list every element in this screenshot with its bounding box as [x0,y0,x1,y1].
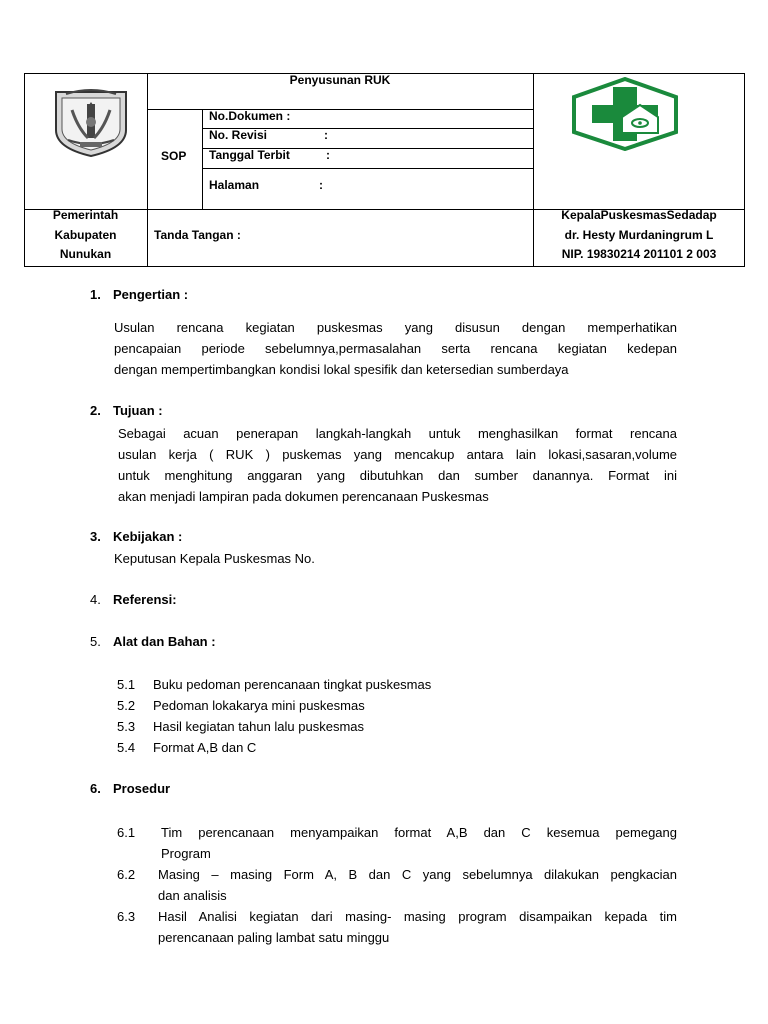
paragraph-line: dengan mempertimbangkan kondisi lokal spesifik dan ketersedian sumberdaya [114,362,569,377]
procedure-number: 6.2 [117,867,136,882]
paragraph-line: untuk menghitung anggaran yang dibutuhkan dan sumber danannya. Format ini [118,468,677,483]
list-item: 5.4 Format A,B dan C [117,740,257,755]
sop-label: SOP [161,149,187,163]
procedure-line: Hasil Analisi kegiatan dari masing- masing program disampaikan kepada tim [158,909,677,924]
org-line: Pemerintah [52,208,119,222]
puskesmas-logo-icon [568,77,682,151]
table-divider [147,73,148,267]
tanggal-terbit-colon: : [326,148,330,162]
section-heading: 3. Kebijakan : [90,529,183,544]
list-item: 5.3 Hasil kegiatan tahun lalu puskesmas [117,719,365,734]
table-divider [147,109,533,110]
paragraph-line: Sebagai acuan penerapan langkah-langkah untuk menghasilkan format rencana [118,426,677,441]
paragraph-line: usulan kerja ( RUK ) puskemas yang mencakup antara lain lokasi,sasaran,volume [118,447,677,462]
procedure-line: perencanaan paling lambat satu minggu [158,930,390,945]
procedure-number: 6.1 [117,825,136,840]
signatory-title: KepalaPuskesmasSedadap [561,208,717,222]
tanda-tangan-label: Tanda Tangan : [154,228,241,242]
section-heading: 5. Alat dan Bahan : [90,634,216,649]
table-divider [202,109,203,209]
paragraph-line: akan menjadi lampiran pada dokumen perencanaan Puskesmas [118,489,489,504]
nunukan-emblem-icon [50,84,132,158]
section-heading: 6. Prosedur [90,781,171,796]
signatory-nip: NIP. 19830214 201101 2 003 [561,247,717,261]
signatory-name: dr. Hesty Murdaningrum L [564,228,714,242]
no-revisi-colon: : [324,128,328,142]
document-title: Penyusunan RUK [289,73,391,87]
table-divider [202,168,533,169]
section-heading: 2. Tujuan : [90,403,163,418]
tanggal-terbit-label: Tanggal Terbit [209,148,290,162]
procedure-line: Tim perencanaan menyampaikan format A,B dan C kesemua pemegang [161,825,677,840]
paragraph-line: Usulan rencana kegiatan puskesmas yang disusun dengan memperhatikan [114,320,677,335]
org-line: Nunukan [59,247,112,261]
section-heading: 1. Pengertian : [90,287,189,302]
org-line: Kabupaten [54,228,117,242]
list-item: 5.2 Pedoman lokakarya mini puskesmas [117,698,365,713]
halaman-label: Halaman [209,178,260,192]
halaman-colon: : [319,178,323,192]
procedure-line: Masing – masing Form A, B dan C yang sebelumnya dilakukan pengkacian [158,867,677,882]
paragraph-line: Keputusan Kepala Puskesmas No. [114,551,315,566]
procedure-number: 6.3 [117,909,136,924]
procedure-line: Program [161,846,211,861]
no-revisi-label: No. Revisi [209,128,268,142]
no-dokumen-label: No.Dokumen : [209,109,291,123]
list-item: 5.1 Buku pedoman perencanaan tingkat puskesmas [117,677,432,692]
section-heading: 4. Referensi: [90,592,177,607]
paragraph-line: pencapaian periode sebelumnya,permasalahan serta rencana kegiatan kedepan [114,341,677,356]
procedure-line: dan analisis [158,888,227,903]
